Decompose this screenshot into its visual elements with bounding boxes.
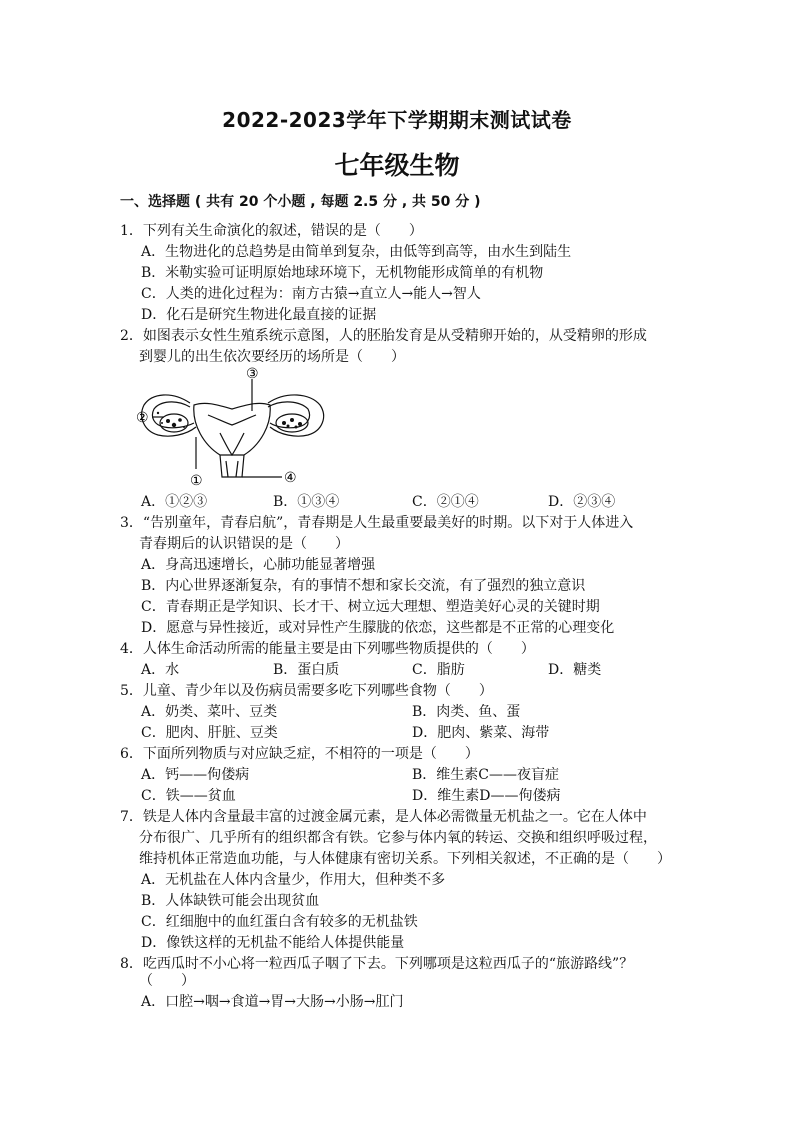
diagram-label-2: ② bbox=[136, 410, 149, 426]
question-7-option-b: B．人体缺铁可能会出现贫血 bbox=[141, 893, 320, 909]
question-8-stem-line-2: （ ） bbox=[139, 973, 195, 989]
question-2-option-a: A．①②③ bbox=[141, 494, 208, 510]
question-6-option-b: B．维生素C——夜盲症 bbox=[412, 767, 559, 783]
question-2-option-c: C．②①④ bbox=[412, 494, 479, 510]
question-1-option-d: D．化石是研究生物进化最直接的证据 bbox=[141, 307, 377, 323]
question-2-option-d: D．②③④ bbox=[548, 494, 616, 510]
question-3-option-b: B．内心世界逐渐复杂，有的事情不想和家长交流，有了强烈的独立意识 bbox=[141, 578, 586, 594]
question-4-option-b: B．蛋白质 bbox=[273, 662, 340, 678]
question-6-option-d: D．维生素D——佝偻病 bbox=[412, 788, 561, 804]
question-8-option-a: A．口腔→咽→食道→胃→大肠→小肠→肛门 bbox=[141, 994, 404, 1010]
question-4-option-c: C．脂肪 bbox=[412, 662, 465, 678]
question-7-stem-line-1: 7．铁是人体内含量最丰富的过渡金属元素，是人体必需微量无机盐之一。它在人体中 bbox=[120, 809, 647, 825]
question-4-option-a: A．水 bbox=[141, 662, 180, 678]
question-1-option-a: A．生物进化的总趋势是由简单到复杂，由低等到高等，由水生到陆生 bbox=[141, 244, 572, 260]
question-7-option-a: A．无机盐在人体内含量少，作用大，但种类不多 bbox=[141, 872, 446, 888]
diagram-label-1: ① bbox=[190, 473, 203, 489]
question-2-option-b: B．①③④ bbox=[273, 494, 340, 510]
question-5-option-d: D．肥肉、紫菜、海带 bbox=[412, 725, 550, 741]
question-3-option-a: A．身高迅速增长，心肺功能显著增强 bbox=[141, 557, 376, 573]
question-5-option-b: B．肉类、鱼、蛋 bbox=[412, 704, 521, 720]
diagram-label-4: ④ bbox=[284, 470, 297, 486]
female-reproductive-system-diagram bbox=[134, 365, 334, 489]
question-3-option-d: D．愿意与异性接近，或对异性产生朦胧的依恋，这些都是不正常的心理变化 bbox=[141, 620, 615, 636]
question-1-option-c: C．人类的进化过程为：南方古猿→直立人→能人→智人 bbox=[141, 286, 481, 302]
question-7-stem-line-3: 维持机体正常造血功能，与人体健康有密切关系。下列相关叙述，不正确的是（ ） bbox=[139, 851, 671, 867]
question-7-stem-line-2: 分布很广、几乎所有的组织都含有铁。它参与体内氧的转运、交换和组织呼吸过程， bbox=[139, 830, 657, 846]
question-1-stem: 1．下列有关生命演化的叙述，错误的是（ ） bbox=[120, 223, 423, 239]
question-2-stem-line-2: 到婴儿的出生依次要经历的场所是（ ） bbox=[139, 349, 405, 365]
question-6-option-a: A．钙——佝偻病 bbox=[141, 767, 250, 783]
question-3-stem-line-1: 3．“告别童年，青春启航”，青春期是人生最重要最美好的时期。以下对于人体进入 bbox=[120, 515, 634, 531]
question-1-option-b: B．米勒实验可证明原始地球环境下，无机物能形成简单的有机物 bbox=[141, 265, 544, 281]
question-8-stem-line-1: 8．吃西瓜时不小心将一粒西瓜子咽了下去。下列哪项是这粒西瓜子的“旅游路线”？ bbox=[120, 956, 634, 972]
exam-title: 2022-2023学年下学期期末测试试卷 bbox=[222, 108, 572, 132]
question-6-stem: 6．下面所列物质与对应缺乏症，不相符的一项是（ ） bbox=[120, 746, 479, 762]
question-4-stem: 4．人体生命活动所需的能量主要是由下列哪些物质提供的（ ） bbox=[120, 641, 535, 657]
section-title: 一、选择题 ( 共有 20 个小题 , 每题 2.5 分 , 共 50 分 ) bbox=[120, 194, 481, 210]
exam-subject: 七年级生物 bbox=[334, 151, 460, 180]
question-5-option-c: C．肥肉、肝脏、豆类 bbox=[141, 725, 278, 741]
question-5-stem: 5．儿童、青少年以及伤病员需要多吃下列哪些食物（ ） bbox=[120, 683, 493, 699]
question-6-option-c: C．铁——贫血 bbox=[141, 788, 236, 804]
question-3-stem-line-2: 青春期后的认识错误的是（ ） bbox=[139, 536, 349, 552]
question-3-option-c: C．青春期正是学知识、长才干、树立远大理想、塑造美好心灵的关键时期 bbox=[141, 599, 600, 615]
question-7-option-c: C．红细胞中的血红蛋白含有较多的无机盐铁 bbox=[141, 914, 418, 930]
question-4-option-d: D．糖类 bbox=[548, 662, 602, 678]
question-7-option-d: D．像铁这样的无机盐不能给人体提供能量 bbox=[141, 935, 405, 951]
question-5-option-a: A．奶类、菜叶、豆类 bbox=[141, 704, 278, 720]
question-2-stem-line-1: 2．如图表示女性生殖系统示意图，人的胚胎发育是从受精卵开始的，从受精卵的形成 bbox=[120, 328, 647, 344]
diagram-label-3: ③ bbox=[246, 366, 259, 382]
